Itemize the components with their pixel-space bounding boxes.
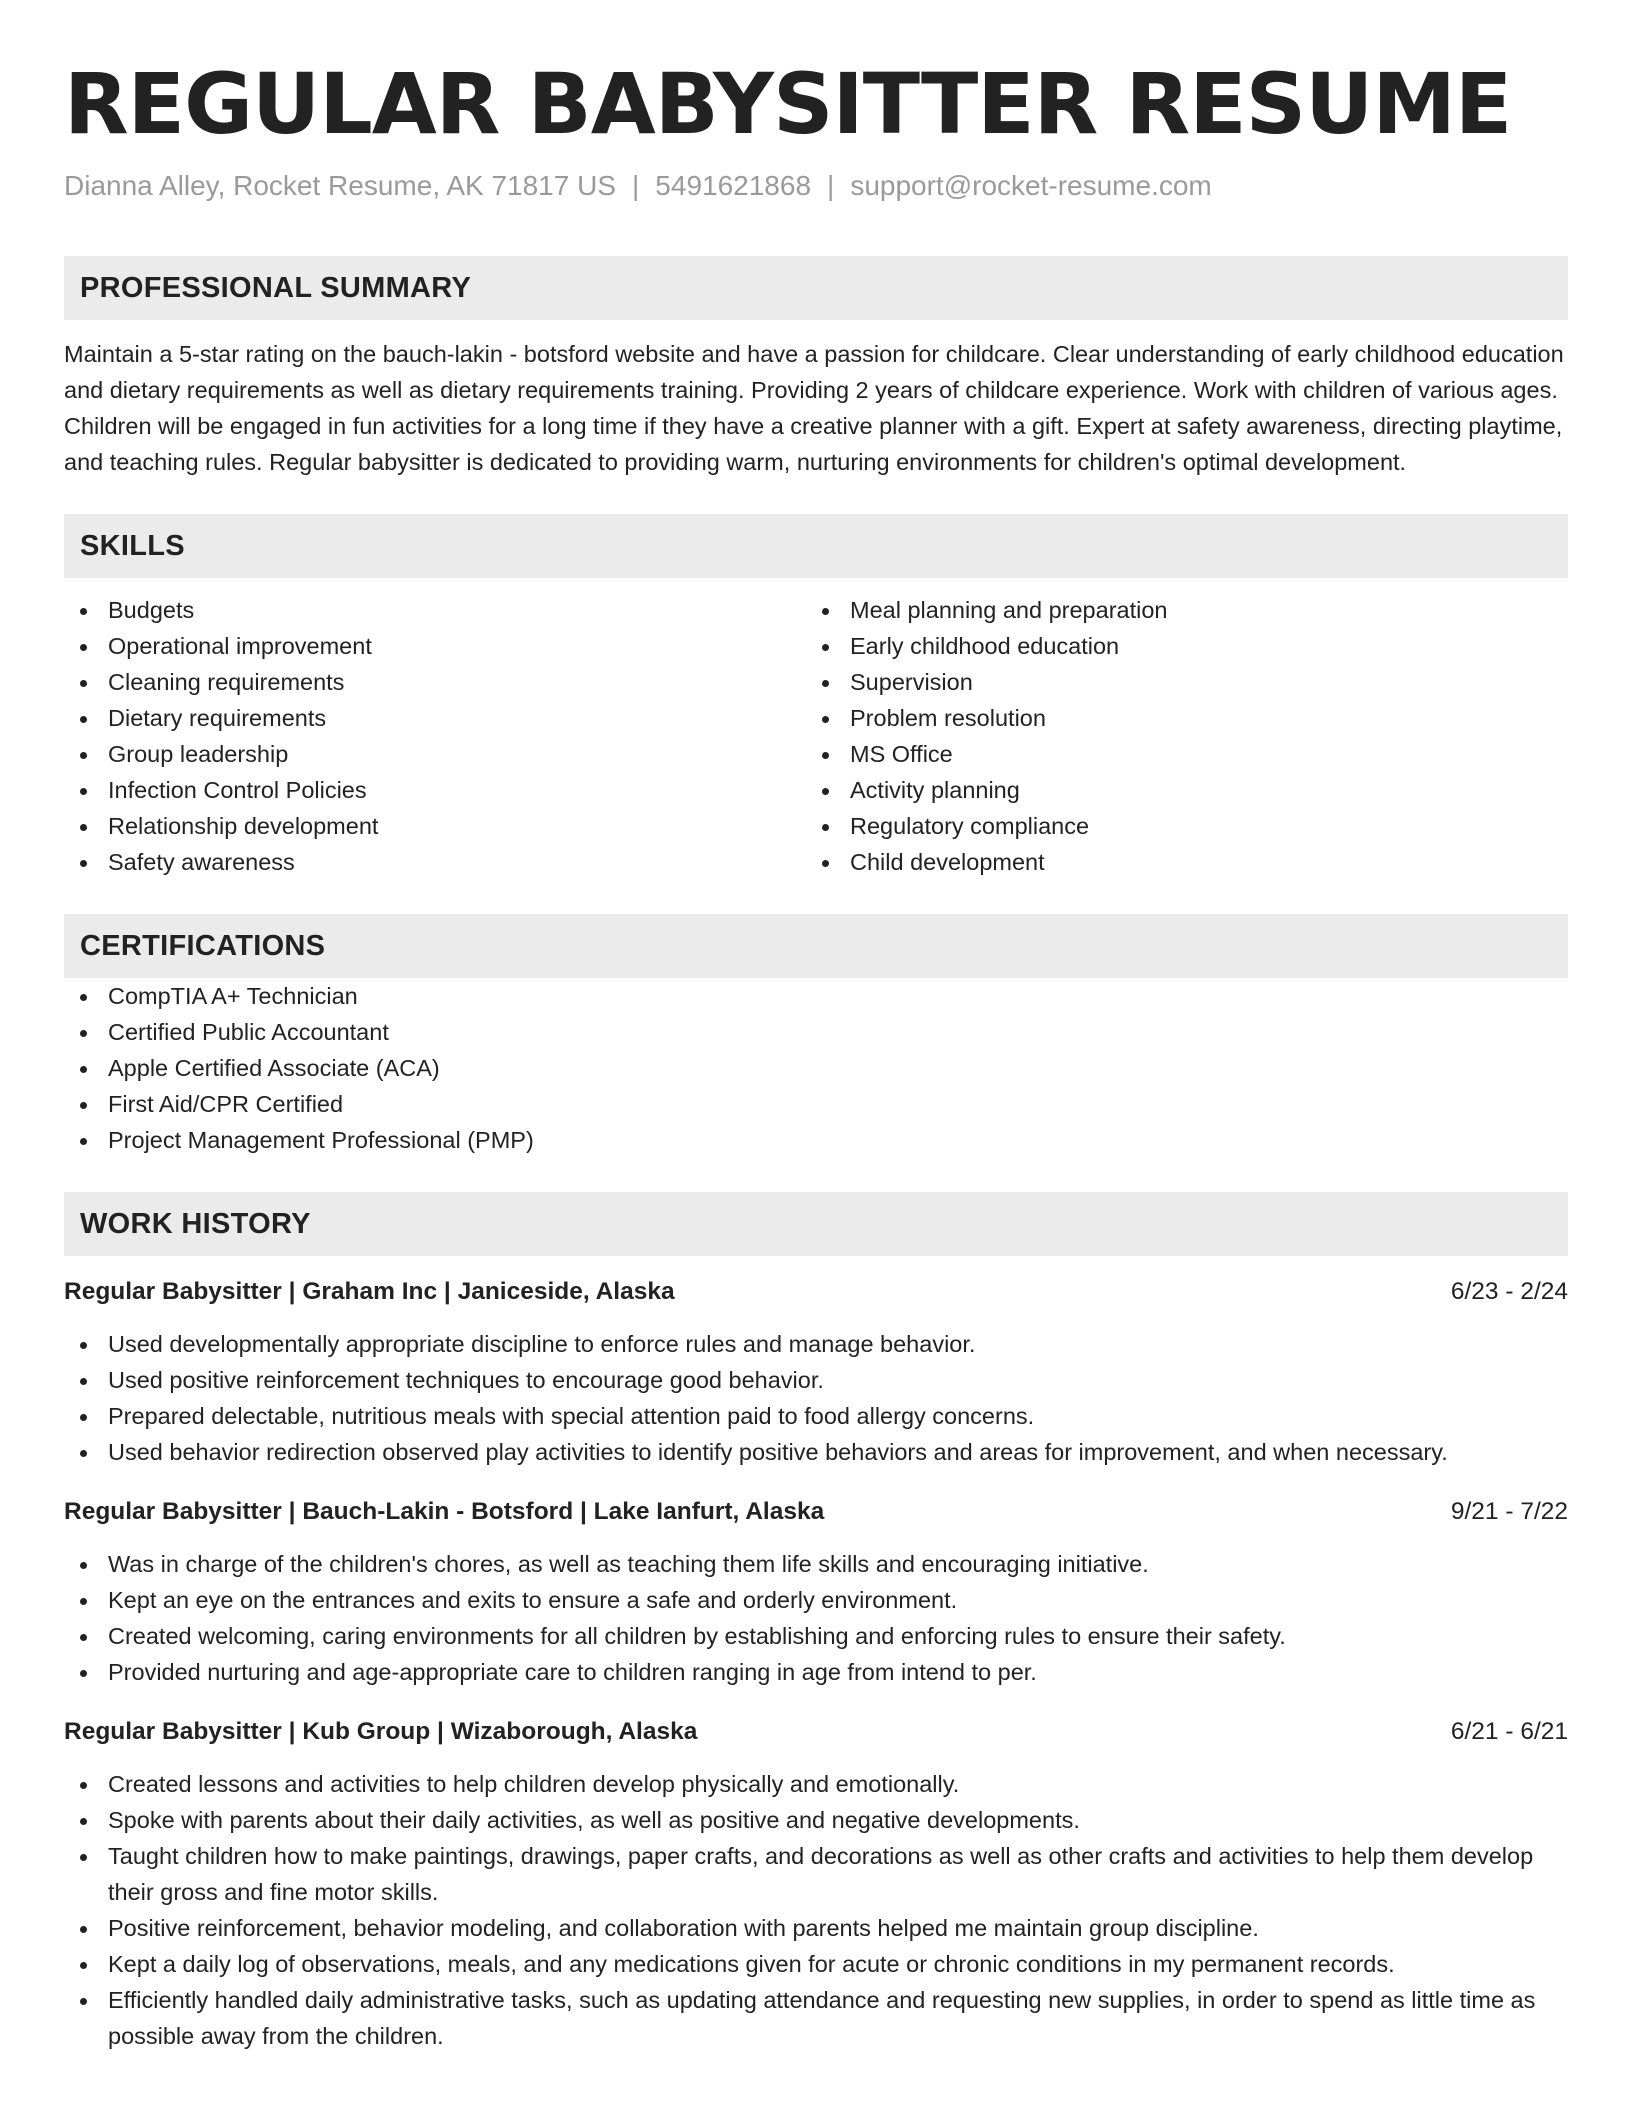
skill-item: Operational improvement	[64, 628, 806, 664]
skills-list	[64, 592, 1568, 880]
certification-item: First Aid/CPR Certified	[64, 1086, 1568, 1122]
skill-item: Budgets	[64, 592, 806, 628]
job-duty-item: Created lessons and activities to help children develop physically and emotionally.	[64, 1766, 1568, 1802]
job-title: Regular Babysitter | Kub Group | Wizaborough, Alaska	[64, 1718, 698, 1745]
job-dates: 9/21 - 7/22	[1450, 1498, 1568, 1525]
section-heading-work-history	[64, 1192, 1568, 1256]
skill-item: MS Office	[806, 736, 1548, 772]
skill-item: Cleaning requirements	[64, 664, 806, 700]
job-entry	[64, 1494, 1568, 1690]
skill-item: Safety awareness	[64, 844, 806, 880]
skill-item: Early childhood education	[806, 628, 1548, 664]
skill-item: Regulatory compliance	[806, 808, 1548, 844]
section-heading-summary	[64, 256, 1568, 320]
certification-item: Project Management Professional (PMP)	[64, 1122, 1568, 1158]
job-dates: 6/23 - 2/24	[1450, 1278, 1568, 1305]
contact-phone: 5491621868	[655, 170, 812, 201]
section-heading-text: PROFESSIONAL SUMMARY	[80, 271, 472, 304]
skill-item: Activity planning	[806, 772, 1548, 808]
job-entry	[64, 1274, 1568, 1470]
section-heading-certifications	[64, 914, 1568, 978]
job-duty-item: Efficiently handled daily administrative tasks, such as updating attendance and requesting new supplies, in order to spend as little time as possible away from the children.	[64, 1982, 1568, 2054]
job-duty-item: Spoke with parents about their daily activities, as well as positive and negative developments.	[64, 1802, 1568, 1838]
skill-item: Problem resolution	[806, 700, 1548, 736]
certification-item: Certified Public Accountant	[64, 1014, 1568, 1050]
skill-item: Group leadership	[64, 736, 806, 772]
skill-item: Child development	[806, 844, 1548, 880]
job-duty-item: Kept a daily log of observations, meals, and any medications given for acute or chronic conditions in my permanent records.	[64, 1946, 1568, 1982]
job-entry	[64, 1714, 1568, 2054]
section-heading-text: WORK HISTORY	[80, 1207, 311, 1240]
job-duties-list	[64, 1326, 1568, 1470]
skill-item: Meal planning and preparation	[806, 592, 1548, 628]
job-title: Regular Babysitter | Graham Inc | Janiceside, Alaska	[64, 1278, 675, 1305]
summary-text: Maintain a 5-star rating on the bauch-lakin - botsford website and have a passion for childcare. Clear understanding of early childhood education and dietary requirements as well as dietary requirements training. Providing 2 years of childcare experience. Work with children of various ages. Children will be engaged in fun activities for a long time if they have a creative planner with a gift. Expert at safety awareness, directing playtime, and teaching rules. Regular babysitter is dedicated to providing warm, nurturing environments for children's optimal development.	[64, 341, 1564, 475]
certifications-list	[64, 978, 1568, 1158]
skill-item: Infection Control Policies	[64, 772, 806, 808]
section-heading-text: SKILLS	[80, 529, 185, 562]
skill-item: Dietary requirements	[64, 700, 806, 736]
job-duty-item: Was in charge of the children's chores, as well as teaching them life skills and encouraging initiative.	[64, 1546, 1568, 1582]
job-duty-item: Positive reinforcement, behavior modeling, and collaboration with parents helped me maintain group discipline.	[64, 1910, 1568, 1946]
job-title: Regular Babysitter | Bauch-Lakin - Botsford | Lake Ianfurt, Alaska	[64, 1498, 825, 1525]
contact-email: support@rocket-resume.com	[850, 170, 1212, 201]
skills-column-right	[806, 592, 1548, 880]
job-header	[64, 1494, 1568, 1530]
job-duty-item: Created welcoming, caring environments for all children by establishing and enforcing rules to ensure their safety.	[64, 1618, 1568, 1654]
job-dates: 6/21 - 6/21	[1450, 1718, 1568, 1745]
contact-separator: |	[632, 170, 640, 201]
skill-item: Relationship development	[64, 808, 806, 844]
contact-separator: |	[827, 170, 835, 201]
skill-item: Supervision	[806, 664, 1548, 700]
job-duty-item: Used positive reinforcement techniques to encourage good behavior.	[64, 1362, 1568, 1398]
certification-item: Apple Certified Associate (ACA)	[64, 1050, 1568, 1086]
contact-address: Dianna Alley, Rocket Resume, AK 71817 US	[64, 170, 617, 201]
job-duties-list	[64, 1766, 1568, 2054]
job-duties-list	[64, 1546, 1568, 1690]
contact-line	[64, 168, 1568, 204]
section-heading-skills	[64, 514, 1568, 578]
job-header	[64, 1274, 1568, 1310]
skills-column-left	[64, 592, 806, 880]
job-duty-item: Used behavior redirection observed play activities to identify positive behaviors and areas for improvement, and when necessary.	[64, 1434, 1568, 1470]
job-duty-item: Kept an eye on the entrances and exits to ensure a safe and orderly environment.	[64, 1582, 1568, 1618]
job-duty-item: Used developmentally appropriate discipline to enforce rules and manage behavior.	[64, 1326, 1568, 1362]
job-header	[64, 1714, 1568, 1750]
job-duty-item: Taught children how to make paintings, drawings, paper crafts, and decorations as well as other crafts and activities to help them develop their gross and fine motor skills.	[64, 1838, 1568, 1910]
resume-title: REGULAR BABYSITTER RESUME	[64, 55, 1512, 153]
job-duty-item: Prepared delectable, nutritious meals with special attention paid to food allergy concerns.	[64, 1398, 1568, 1434]
job-duty-item: Provided nurturing and age-appropriate care to children ranging in age from intend to per.	[64, 1654, 1568, 1690]
certification-item: CompTIA A+ Technician	[64, 978, 1568, 1014]
section-heading-text: CERTIFICATIONS	[80, 929, 326, 962]
